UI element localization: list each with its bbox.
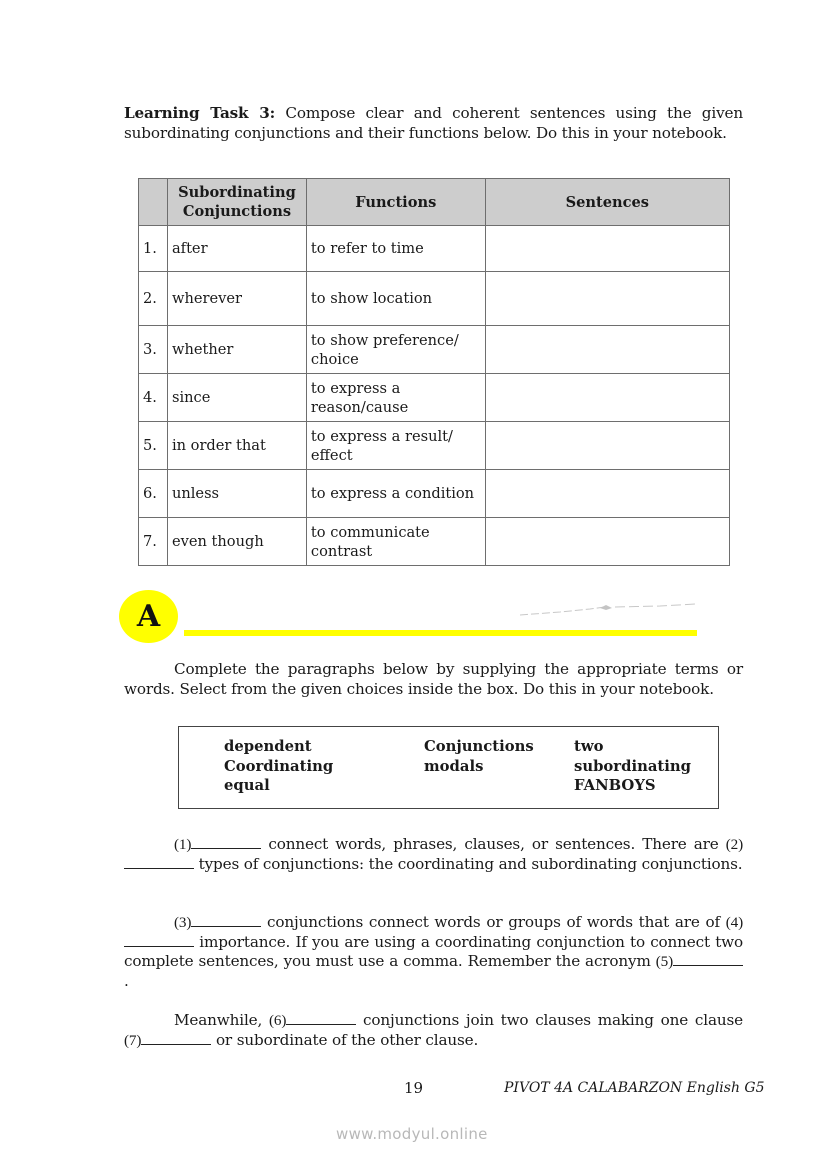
- row-sentence-cell[interactable]: [485, 374, 729, 422]
- blank-label-3: (3): [174, 914, 192, 931]
- learning-task-text: Compose clear and coherent sentences using the given subordinating conjunctions and their functions below. Do this in your notebook.: [124, 104, 743, 142]
- paragraph-2: [124, 913, 743, 991]
- row-conjunction: after: [167, 226, 306, 272]
- blank-label-1: (1): [174, 836, 192, 853]
- choices-column-2: [424, 737, 534, 776]
- blank-1[interactable]: [191, 835, 261, 849]
- paragraph-text: or subordinate of the other clause.: [211, 1030, 479, 1049]
- word-choices-box: [178, 726, 719, 809]
- row-sentence-cell[interactable]: [485, 470, 729, 518]
- paragraph-text: importance. If you are using a coordinating conjunction to connect two complete sentences, you must use a comma. Remember the acronym: [124, 932, 743, 970]
- paragraph-text: conjunctions connect words or groups of words that are of: [261, 913, 726, 931]
- choice-word: modals: [424, 757, 484, 775]
- blank-4[interactable]: [124, 933, 194, 947]
- choice-word: two: [574, 738, 604, 755]
- paragraph-text: conjunctions join two clauses making one clause: [356, 1011, 743, 1029]
- paragraph-1: [124, 835, 743, 874]
- table-row: [139, 518, 730, 566]
- conjunctions-table: [138, 178, 730, 566]
- row-conjunction: even though: [167, 518, 306, 566]
- scan-artifact-line: [520, 603, 696, 617]
- choices-column-1: [224, 737, 333, 796]
- row-number: 1.: [139, 226, 168, 272]
- blank-2[interactable]: [124, 855, 194, 869]
- choice-word: subordinating: [574, 757, 691, 775]
- blank-label-7: (7): [124, 1031, 142, 1049]
- paragraph-text: connect words, phrases, clauses, or sentences. There are: [261, 835, 726, 853]
- paragraph-text: Meanwhile,: [174, 1011, 269, 1029]
- section-instructions: Complete the paragraphs below by supplying the appropriate terms or words. Select from the given choices inside the box. Do this in your notebook.: [124, 660, 743, 698]
- table-row: [139, 470, 730, 518]
- paragraph-3: [124, 1011, 743, 1050]
- choice-word: equal: [224, 777, 270, 794]
- row-conjunction: unless: [167, 470, 306, 518]
- blank-label-2: (2): [725, 836, 743, 853]
- watermark: www.modyul.online: [336, 1125, 488, 1143]
- row-function: to show location: [306, 272, 485, 326]
- row-number: 5.: [139, 422, 168, 470]
- row-number: 4.: [139, 374, 168, 422]
- row-function: to refer to time: [306, 226, 485, 272]
- footer-title: PIVOT 4A CALABARZON English G5: [504, 1080, 765, 1096]
- row-number: 6.: [139, 470, 168, 518]
- row-number: 3.: [139, 326, 168, 374]
- choice-word: dependent: [224, 738, 312, 755]
- header-conjunctions: Subordinating Conjunctions: [167, 179, 306, 226]
- row-number: 7.: [139, 518, 168, 566]
- row-function: to express a reason/cause: [306, 374, 485, 422]
- choice-word: Conjunctions: [424, 738, 534, 755]
- table-row: [139, 326, 730, 374]
- row-sentence-cell[interactable]: [485, 272, 729, 326]
- row-conjunction: wherever: [167, 272, 306, 326]
- row-function: to show preference/ choice: [306, 326, 485, 374]
- row-function: to express a condition: [306, 470, 485, 518]
- row-sentence-cell[interactable]: [485, 326, 729, 374]
- row-sentence-cell[interactable]: [485, 226, 729, 272]
- blank-7[interactable]: [141, 1031, 211, 1045]
- blank-label-5: (5): [655, 953, 673, 970]
- row-sentence-cell[interactable]: [485, 518, 729, 566]
- table-row: [139, 422, 730, 470]
- section-divider-bar: [184, 630, 697, 636]
- row-conjunction: whether: [167, 326, 306, 374]
- blank-label-4: (4): [725, 914, 743, 931]
- row-sentence-cell[interactable]: [485, 422, 729, 470]
- blank-3[interactable]: [191, 913, 261, 927]
- blank-label-6: (6): [268, 1012, 287, 1029]
- table-row: [139, 272, 730, 326]
- table-header-row: [139, 179, 730, 226]
- learning-task-intro: [124, 104, 743, 143]
- row-function: to express a result/ effect: [306, 422, 485, 470]
- table-row: [139, 226, 730, 272]
- page-number: 19: [404, 1079, 424, 1097]
- header-functions: Functions: [306, 179, 485, 226]
- row-number: 2.: [139, 272, 168, 326]
- paragraph-text: types of conjunctions: the coordinating and subordinating conjunctions.: [194, 854, 743, 873]
- choice-word: Coordinating: [224, 757, 334, 775]
- choices-column-3: [574, 737, 691, 796]
- row-conjunction: in order that: [167, 422, 306, 470]
- blank-5[interactable]: [673, 952, 743, 966]
- learning-task-label: Learning Task 3:: [124, 104, 276, 122]
- header-number: [139, 179, 168, 226]
- blank-6[interactable]: [286, 1011, 356, 1025]
- paragraph-text: .: [124, 971, 129, 990]
- row-conjunction: since: [167, 374, 306, 422]
- choice-word: FANBOYS: [574, 777, 656, 794]
- table-row: [139, 374, 730, 422]
- header-sentences: Sentences: [485, 179, 729, 226]
- section-letter: A: [136, 599, 161, 634]
- row-function: to communicate contrast: [306, 518, 485, 566]
- section-a-badge: [119, 590, 178, 643]
